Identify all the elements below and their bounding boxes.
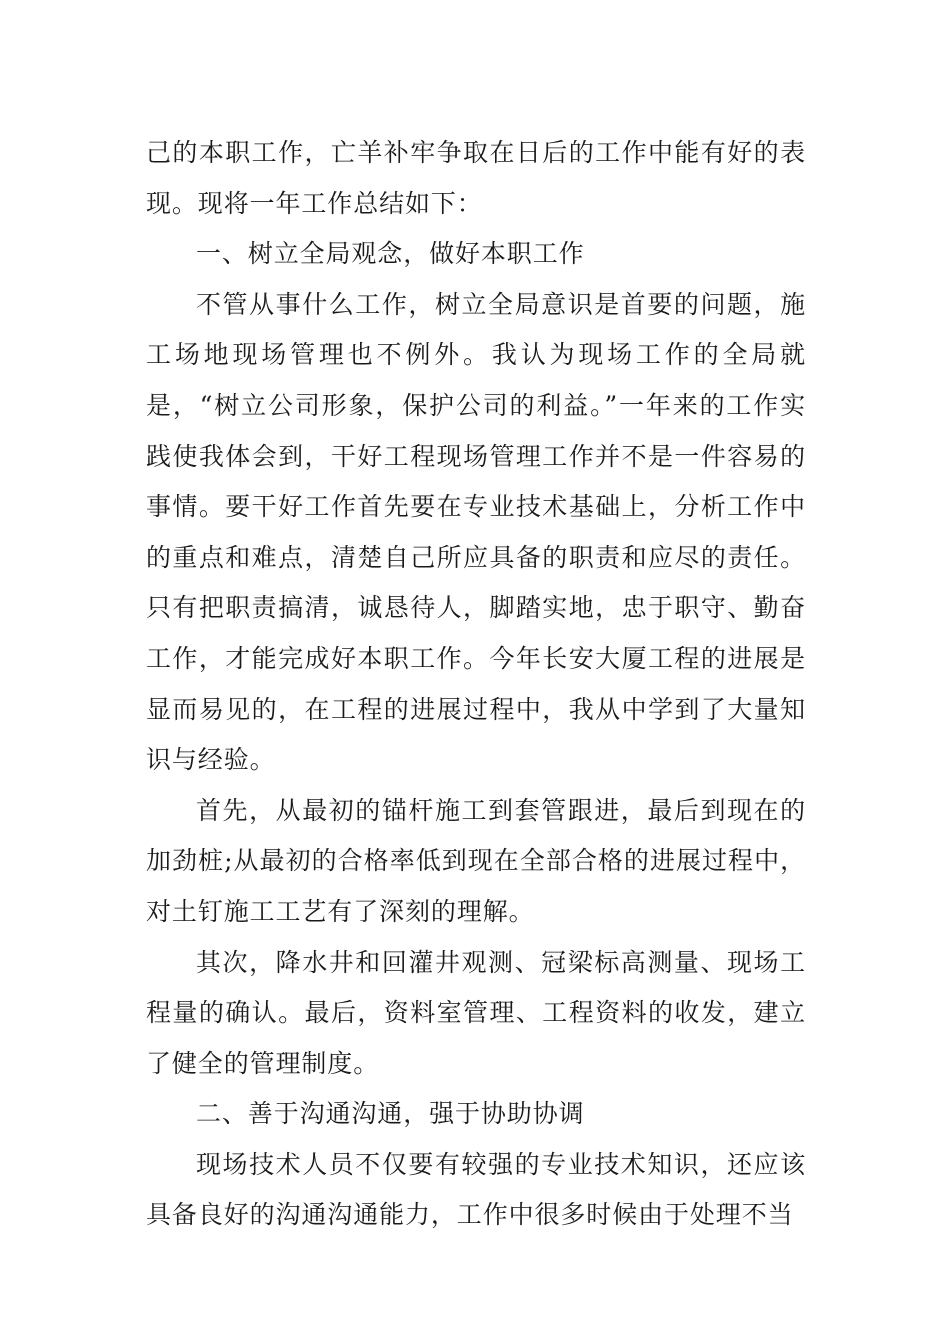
paragraph-continuation: 己的本职工作，亡羊补牢争取在日后的工作中能有好的表现。现将一年工作总结如下：	[146, 138, 806, 218]
paragraph-global-awareness: 不管从事什么工作，树立全局意识是首要的问题，施工场地现场管理也不例外。我认为现场工作的全局就是，“树立公司形象，保护公司的利益。”一年来的工作实践使我体会到，干好工程现场管理工作并不是一件容易的事情。要干好工作首先要在专业技术基础上，分析工作中的重点和难点，清楚自己所应具备的职责和应尽的责任。只有把职责搞清，诚恳待人，脚踏实地，忠于职守、勤奋工作，才能完成好本职工作。今年长安大厦工程的进展是显而易见的，在工程的进展过程中，我从中学到了大量知识与经验。	[146, 289, 806, 775]
section-heading-1: 一、树立全局观念，做好本职工作	[196, 239, 585, 269]
paragraph-second: 其次，降水井和回灌井观测、冠梁标高测量、现场工程量的确认。最后，资料室管理、工程资料的收发，建立了健全的管理制度。	[146, 947, 806, 1078]
paragraph-communication: 现场技术人员不仅要有较强的专业技术知识，还应该具备良好的沟通沟通能力，工作中很多时候由于处理不当	[146, 1149, 806, 1230]
document-body	[146, 128, 806, 1241]
paragraph-first: 首先，从最初的锚杆施工到套管跟进，最后到现在的加劲桩;从最初的合格率低到现在全部合格的进展过程中，对土钉施工工艺有了深刻的理解。	[146, 795, 806, 926]
section-heading-2: 二、善于沟通沟通，强于协助协调	[196, 1099, 585, 1129]
